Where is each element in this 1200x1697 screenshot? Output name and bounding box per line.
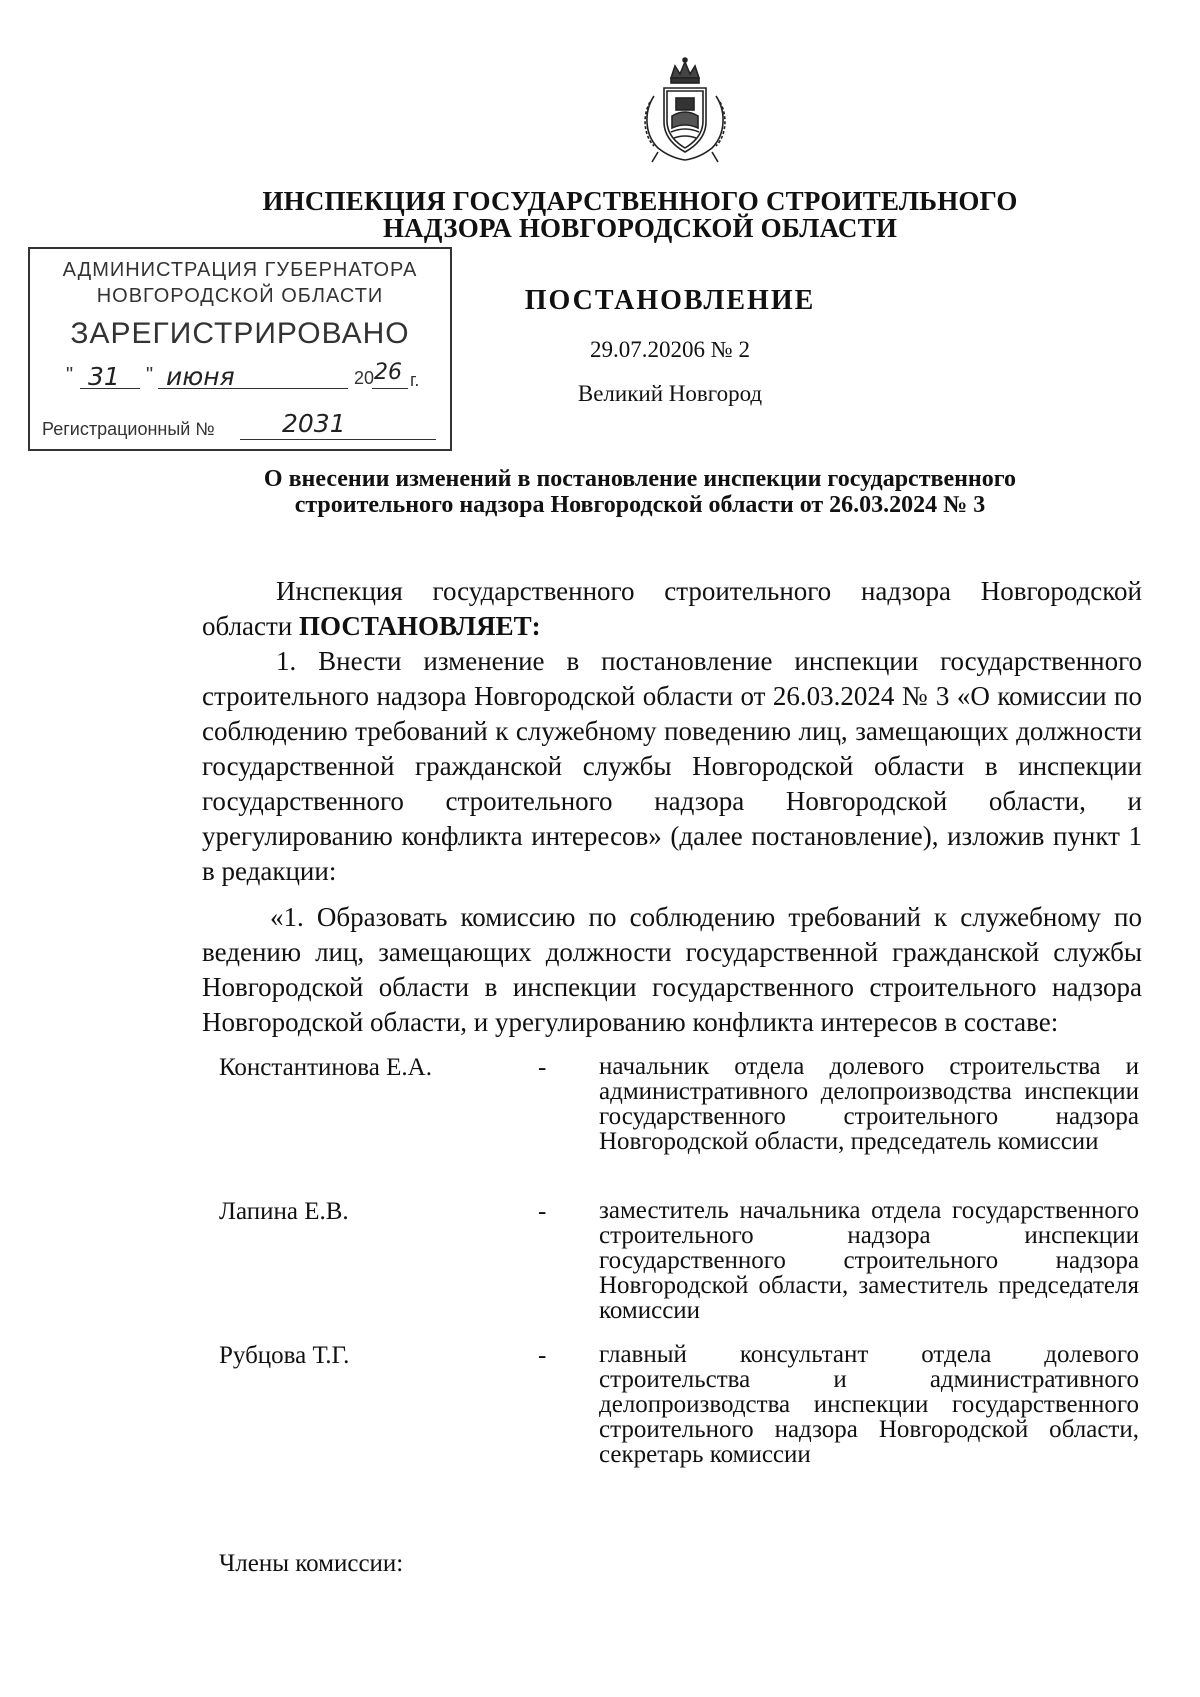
decree-title: ПОСТАНОВЛЕНИЕ <box>524 285 816 316</box>
member-role: заместитель начальника отдела государственного строительного надзора инспекции государственного строительного надзора Новгородской области, заместитель председателя комиссии <box>599 1197 1139 1324</box>
quote-paragraph <box>202 900 1142 1040</box>
subject-line2: строительного надзора Новгородской области от 26.03.2024 № 3 <box>294 492 986 518</box>
stamp-reg-number-row <box>42 409 442 443</box>
subject-line1: О внесении изменений в постановление инспекции государственного <box>263 466 1017 492</box>
stamp-line2: НОВГОРОДСКОЙ ОБЛАСТИ <box>96 285 384 307</box>
decree-city: Великий Новгород <box>577 381 763 406</box>
decree-date-number: 29.07.20206 № 2 <box>590 337 750 362</box>
stamp-day: 31 <box>88 362 120 391</box>
member-name: Рубцова Т.Г. <box>219 1342 350 1369</box>
intro-bold: ПОСТАНОВЛЯЕТ: <box>299 611 541 641</box>
member-name: Константинова Е.А. <box>219 1054 432 1081</box>
organization-title-line2: НАДЗОРА НОВГОРОДСКОЙ ОБЛАСТИ <box>382 213 898 243</box>
member-role: главный консультант отдела долевого строительства и административного делопроизводства инспекции государственного строительного надзора Новгородской области, секретарь комиссии <box>599 1341 1139 1468</box>
item1-text: 1. Внести изменение в постановление инспекции государственного строительного надзора Новгородской области от 26.03.2024 № 3 «О комиссии по соблюдению требований к служебному поведению лиц, замещающих должности государственной гражданской службы Новгородской области в инспекции государственного строительного надзора Новгородской области, и урегулированию конфликта интересов» (далее постановление), изложив пункт 1 в редакции: <box>202 646 1142 886</box>
stamp-line1: АДМИНИСТРАЦИЯ ГУБЕРНАТОРА <box>62 259 418 281</box>
member-dash: - <box>538 1342 547 1369</box>
organization-title-line1: ИНСПЕКЦИЯ ГОСУДАРСТВЕННОГО СТРОИТЕЛЬНОГО <box>262 186 1018 216</box>
quote-mark-open: " <box>66 364 74 386</box>
stamp-year-suffix: 26 <box>374 360 402 385</box>
registration-stamp <box>28 247 452 451</box>
quote-text: «1. Образовать комиссию по соблюдению требований к служебному по ведению лиц, замещающих должности государственной гражданской службы Новгородской области в инспекции государственного строительного надзора Новгородской области, и урегулированию конфликта интересов в составе: <box>202 902 1142 1037</box>
stamp-reg-number-underline <box>240 439 436 440</box>
stamp-reg-number-label: Регистрационный № <box>42 419 215 439</box>
stamp-month: июня <box>166 362 235 391</box>
stamp-registered: ЗАРЕГИСТРИРОВАНО <box>70 317 410 350</box>
intro-text: Инспекция государственного строительного надзора Новгородской области <box>202 576 1142 641</box>
members-label: Члены комиссии: <box>219 1550 404 1577</box>
stamp-month-underline <box>158 388 348 389</box>
coat-of-arms-icon <box>638 56 732 166</box>
member-name: Лапина Е.В. <box>219 1198 349 1225</box>
item1-paragraph <box>202 644 1142 889</box>
intro-paragraph <box>202 574 1142 644</box>
decree-subject <box>210 466 1070 518</box>
stamp-date-row <box>66 362 446 396</box>
member-role: начальник отдела долевого строительства и административного делопроизводства инспекции государственного строительного надзора Новгородской области, председатель комиссии <box>599 1053 1139 1155</box>
stamp-year-prefix: 20 <box>354 368 375 388</box>
quote-mark-close: " <box>146 364 154 386</box>
stamp-year-underline <box>372 388 408 389</box>
stamp-year-unit: г. <box>410 370 420 390</box>
organization-title <box>210 188 1070 242</box>
stamp-reg-number: 2031 <box>282 409 346 438</box>
stamp-day-underline <box>80 388 140 389</box>
member-dash: - <box>538 1054 547 1081</box>
member-dash: - <box>538 1198 547 1225</box>
